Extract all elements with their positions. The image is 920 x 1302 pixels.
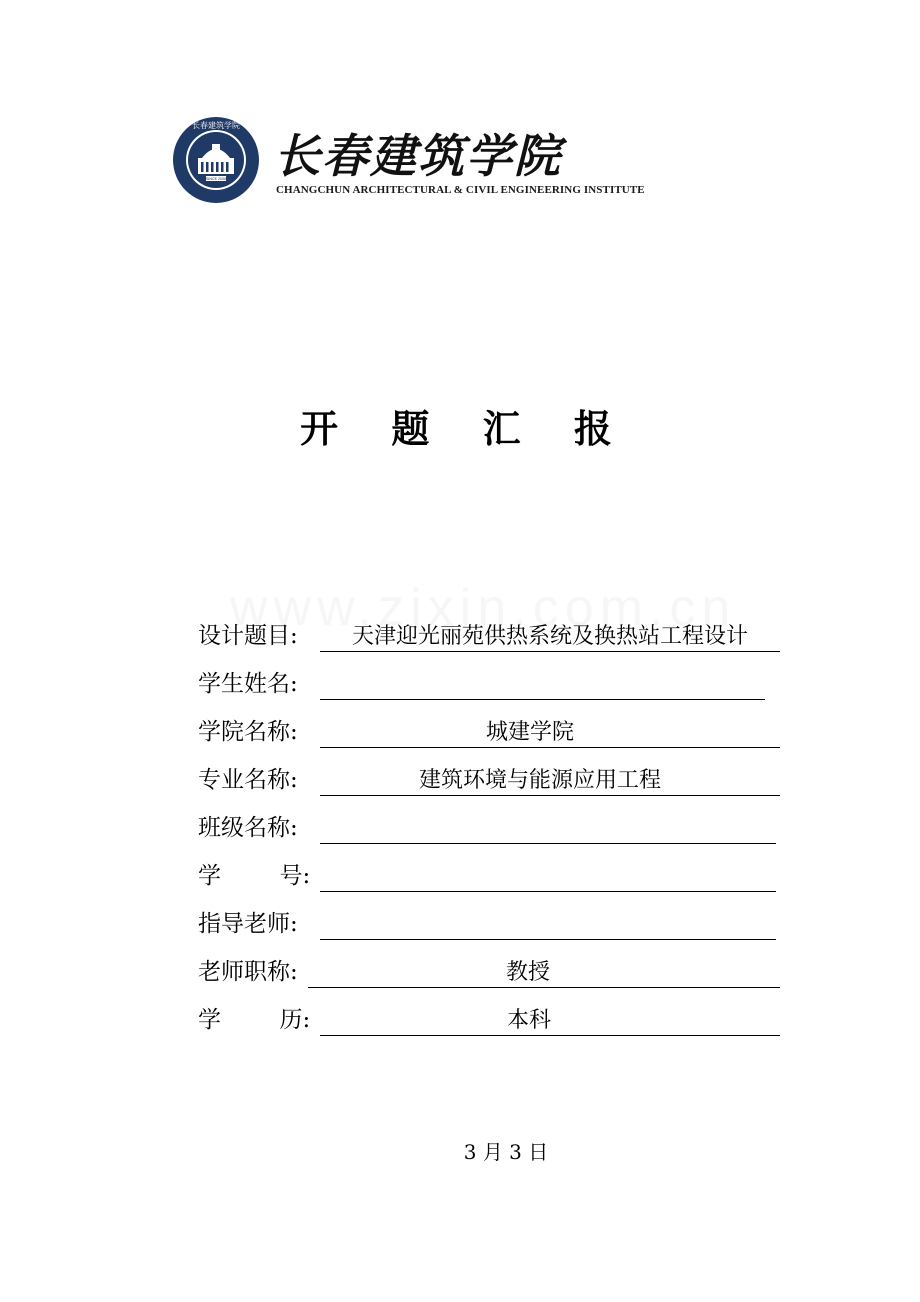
field-value: 城建学院: [485, 720, 574, 745]
field-advisor-title: [198, 950, 798, 990]
field-underline: [320, 891, 776, 892]
field-underline: [320, 843, 776, 844]
field-college-name: [198, 710, 798, 750]
institution-header: [172, 116, 645, 204]
field-student-name: [198, 662, 798, 702]
field-class-name: [198, 806, 798, 846]
seal-text: 长春建筑学院: [192, 121, 240, 130]
field-value: 建筑环境与能源应用工程: [418, 768, 661, 793]
field-label: 学 历:: [198, 1007, 311, 1033]
field-label: 学院名称:: [198, 719, 298, 745]
institution-name-en: CHANGCHUN ARCHITECTURAL & CIVIL ENGINEERING INSTITUTE: [276, 184, 645, 196]
field-label: 指导老师:: [198, 911, 298, 937]
field-design-topic: [198, 614, 798, 654]
field-label: 学 号:: [198, 863, 311, 889]
field-underline: [320, 651, 780, 652]
field-label: 设计题目:: [198, 623, 298, 649]
field-underline: [320, 699, 765, 700]
field-underline: [320, 939, 776, 940]
field-value: 天津迎光丽苑供热系统及换热站工程设计: [351, 624, 748, 649]
institution-name-cn: 长春建筑学院: [274, 129, 562, 182]
field-label: 班级名称:: [198, 815, 298, 841]
field-label: 专业名称:: [198, 767, 298, 793]
field-value: 本科: [506, 1008, 551, 1033]
institution-wordmark: [274, 126, 574, 182]
field-advisor: [198, 902, 798, 942]
document-title: 开 题 汇 报: [300, 407, 632, 451]
report-date: 3 月 3 日: [463, 1140, 549, 1164]
university-seal-icon: [172, 116, 260, 204]
field-underline: [308, 987, 780, 988]
field-underline: [320, 747, 780, 748]
field-student-id: [198, 854, 798, 894]
field-label: 学生姓名:: [198, 671, 298, 697]
field-major-name: [198, 758, 798, 798]
field-label: 老师职称:: [198, 959, 298, 985]
seal-year: SINCE 2000: [206, 177, 226, 181]
field-underline: [320, 1035, 780, 1036]
field-underline: [320, 795, 780, 796]
field-education: [198, 998, 798, 1038]
field-value: 教授: [505, 960, 550, 985]
